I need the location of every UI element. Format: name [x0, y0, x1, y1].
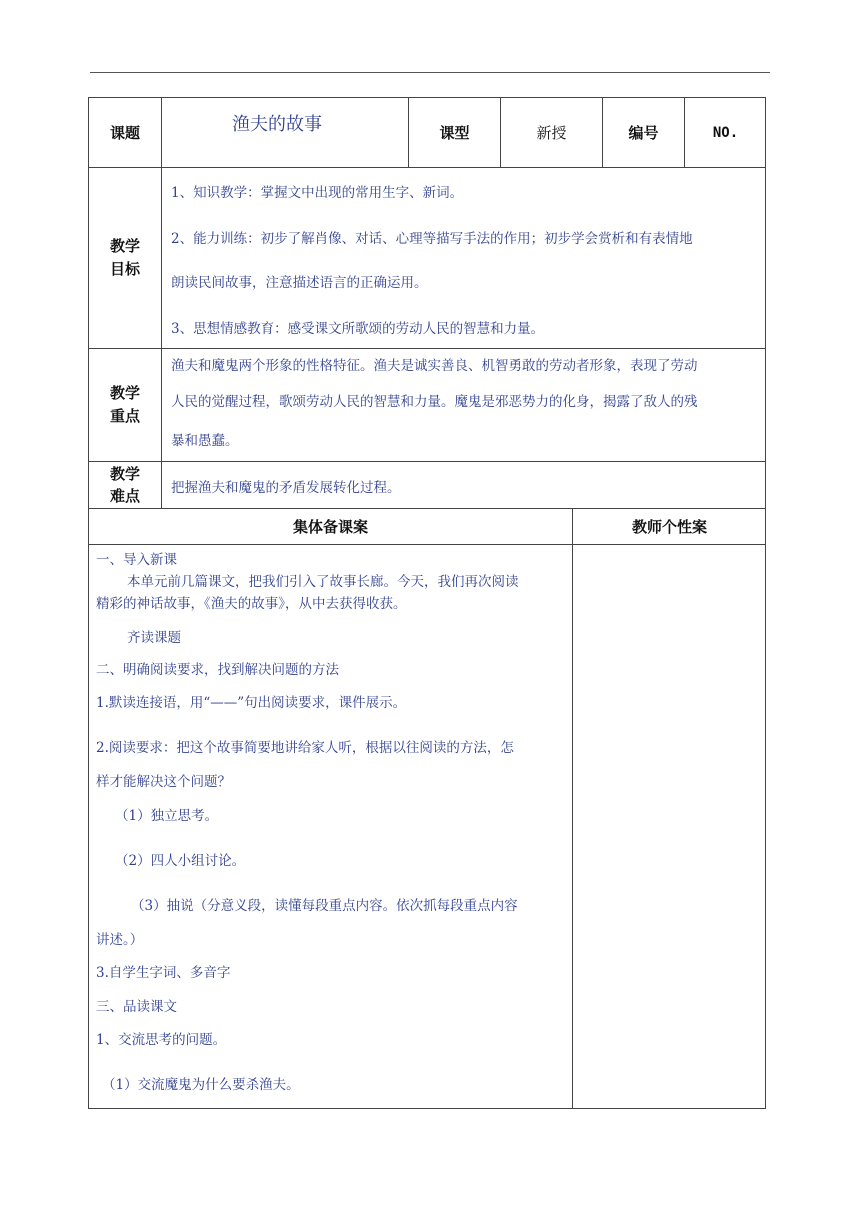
number-label: 编号: [628, 124, 659, 142]
objective-knowledge: 1、知识教学：掌握文中出现的常用生字、新词。: [171, 185, 464, 201]
type-label: 课型: [439, 124, 470, 142]
keypoints-line2: 人民的觉醒过程，歌颂劳动人民的智慧和力量。魔鬼是邪恶势力的化身，揭露了敌人的残: [171, 394, 698, 410]
number-label-cell: [602, 97, 684, 167]
number-value: NO.: [712, 124, 739, 141]
objective-emotion: 3、思想情感教育：感受课文所歌颂的劳动人民的智慧和力量。: [171, 321, 545, 337]
keypoints-label-line2: 重点: [109, 407, 140, 425]
plan-reading-substep-1: （1）交流魔鬼为什么要杀渔夫。: [102, 1077, 300, 1093]
personal-plan-title: 教师个性案: [631, 518, 707, 536]
personal-plan-header: [572, 508, 766, 544]
plan-step-2: 2.阅读要求：把这个故事简要地讲给家人听，根据以往阅读的方法，怎: [96, 740, 514, 756]
plan-section-reading: 三、品读课文: [96, 999, 177, 1015]
plan-section-intro: 一、导入新课: [96, 552, 177, 568]
plan-reading-step-1: 1、交流思考的问题。: [96, 1032, 227, 1048]
plan-substep-1: （1）独立思考。: [115, 808, 219, 824]
objective-ability: 2、能力训练：初步了解肖像、对话、心理等描写手法的作用；初步学会赏析和有表情地: [171, 231, 693, 247]
keypoints-content-cell: [161, 348, 766, 461]
plan-step-3: 3.自学生字词、多音字: [96, 965, 231, 981]
plan-intro-text-2: 精彩的神话故事，《渔夫的故事》，从中去获得收获。: [96, 596, 407, 612]
objectives-content-cell: [161, 167, 766, 348]
topic-value-cell: [161, 97, 408, 167]
objective-ability-cont: 朗读民间故事，注意描述语言的正确运用。: [171, 275, 428, 291]
collective-plan-body: [88, 544, 572, 1109]
type-value: 新授: [536, 124, 567, 142]
keypoints-label-line1: 教学: [109, 384, 140, 402]
plan-substep-3: （3）抽说（分意义段，读懂每段重点内容。依次抓每段重点内容: [131, 898, 518, 914]
objectives-label-line2: 目标: [109, 260, 140, 278]
difficulties-label-line1: 教学: [109, 465, 140, 483]
difficulties-label-line2: 难点: [109, 487, 140, 505]
plan-section-requirements: 二、明确阅读要求，找到解决问题的方法: [96, 662, 339, 678]
plan-step-2-cont: 样才能解决这个问题？: [96, 774, 231, 790]
difficulties-label-cell: [88, 461, 161, 508]
difficulties-content-cell: [161, 461, 766, 508]
difficulties-text: 把握渔夫和魔鬼的矛盾发展转化过程。: [171, 480, 401, 496]
plan-intro-text-1: 本单元前几篇课文，把我们引入了故事长廊。今天，我们再次阅读: [127, 574, 519, 590]
type-value-cell: [500, 97, 602, 167]
plan-read-title: 齐读课题: [127, 630, 181, 646]
objectives-label-cell: [88, 167, 161, 348]
plan-step-1: 1.默读连接语，用“——”句出阅读要求，课件展示。: [96, 695, 407, 711]
type-label-cell: [408, 97, 500, 167]
personal-plan-body[interactable]: [572, 544, 766, 1109]
collective-plan-header: [88, 508, 572, 544]
topic-label-cell: [88, 97, 161, 167]
plan-substep-3-cont: 讲述。）: [96, 932, 144, 948]
keypoints-line3: 暴和愚蠢。: [171, 433, 239, 449]
objectives-label-line1: 教学: [109, 237, 140, 255]
collective-plan-title: 集体备课案: [292, 518, 368, 536]
lesson-title: 渔夫的故事: [232, 114, 322, 135]
header-rule: [90, 72, 770, 73]
keypoints-line1: 渔夫和魔鬼两个形象的性格特征。渔夫是诚实善良、机智勇敢的劳动者形象，表现了劳动: [171, 358, 698, 374]
keypoints-label-cell: [88, 348, 161, 461]
lesson-plan-table: [88, 97, 766, 1109]
topic-label: 课题: [109, 124, 140, 142]
plan-substep-2: （2）四人小组讨论。: [115, 853, 246, 869]
number-value-cell: [684, 97, 766, 167]
